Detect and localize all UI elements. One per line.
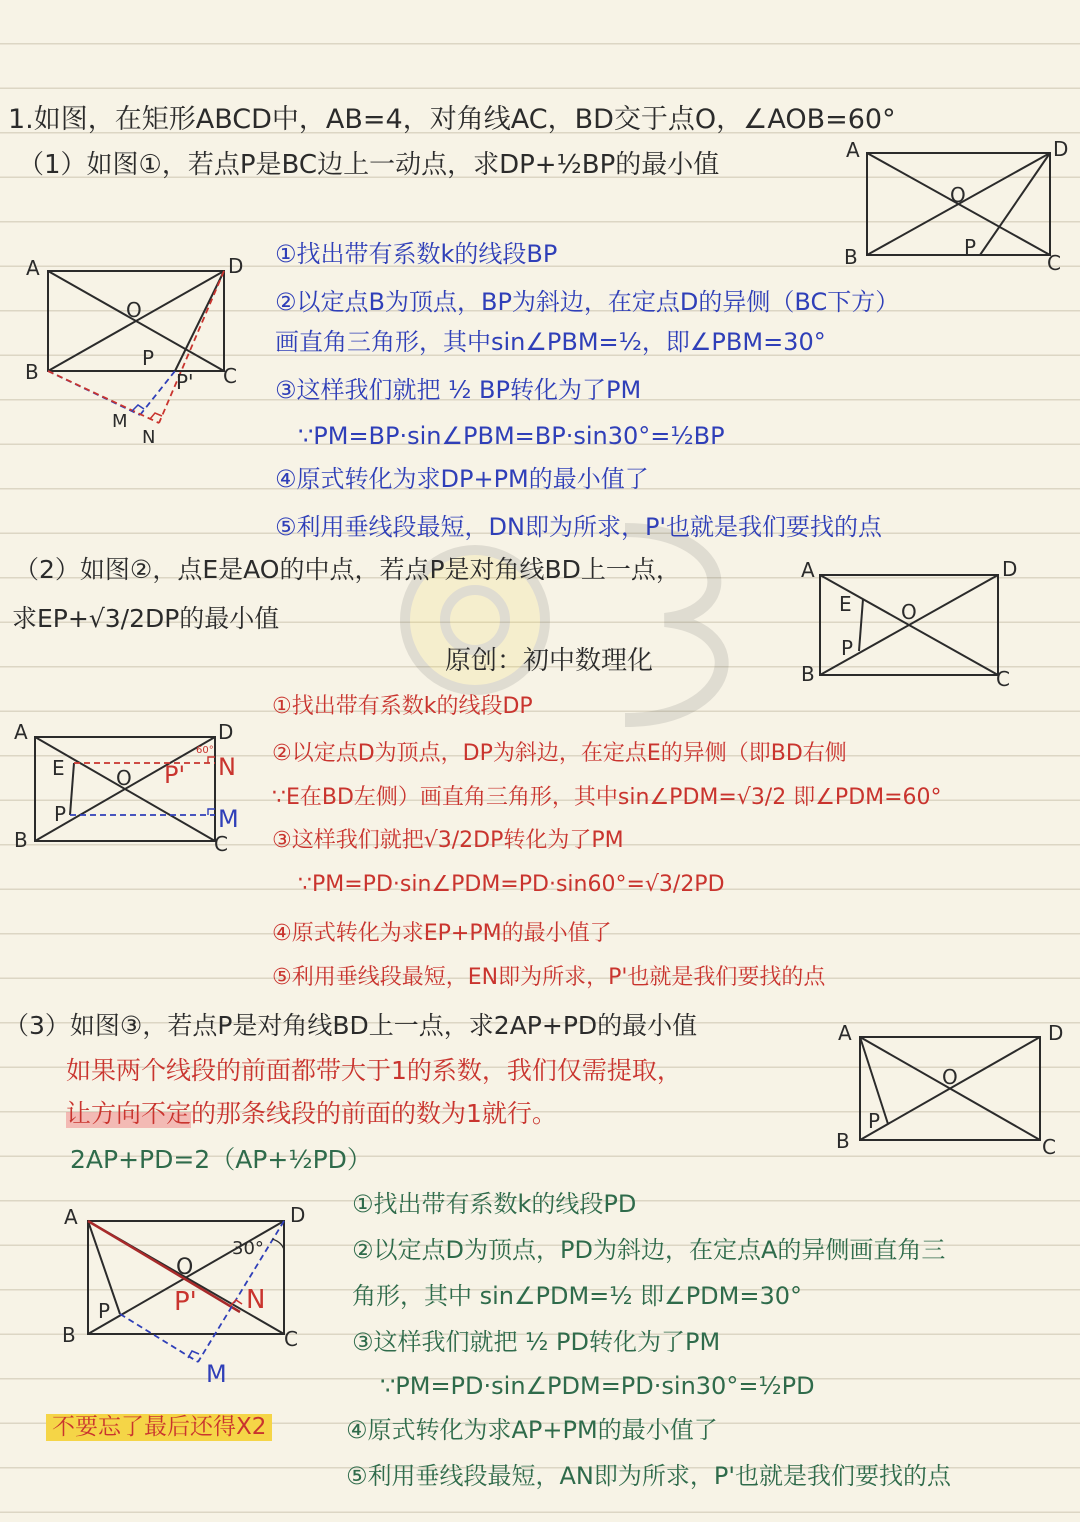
part3-note-line2 <box>66 1101 557 1126</box>
fig3s-label-O: O <box>176 1255 194 1280</box>
figure-2-solution <box>10 715 255 860</box>
original-credit: 原创：初中数理化 <box>445 646 654 676</box>
fig2-label-A: A <box>801 558 815 582</box>
part3-step-1: ①找出带有系数k的线段PD <box>352 1190 637 1218</box>
fig2s-label-O: O <box>116 766 132 790</box>
fig2s-label-N: N <box>218 753 236 781</box>
reminder-highlight: 不要忘了最后还得X2 <box>46 1414 272 1441</box>
fig2s-label-angle60: 60° <box>196 745 214 756</box>
part1-step-2: ②以定点B为顶点，BP为斜边，在定点D的异侧（BC下方） <box>275 288 900 316</box>
part3-step-3: ③这样我们就把 ½ PD转化为了PM <box>352 1328 721 1356</box>
part2-step-2: ②以定点D为顶点，DP为斜边，在定点E的异侧（即BD右侧 <box>272 741 847 766</box>
fig1-label-B: B <box>844 245 858 269</box>
fig1-label-A: A <box>846 138 860 162</box>
fig2-label-C: C <box>996 667 1010 691</box>
fig1s-label-D: D <box>228 254 244 278</box>
part3-note-rest: 的那条线段的前面的数为1就行。 <box>191 1099 557 1128</box>
part1-step-3: ③这样我们就把 ½ BP转化为了PM <box>275 376 642 404</box>
fig1-label-O: O <box>950 183 966 207</box>
part2-step-5: ⑤利用垂线段最短，EN即为所求，P'也就是我们要找的点 <box>272 965 826 990</box>
part3-equation: 2AP+PD=2（AP+½PD） <box>70 1145 372 1174</box>
fig1-label-P: P <box>964 235 977 259</box>
part2-question-line1: （2）如图②，点E是AO的中点，若点P是对角线BD上一点， <box>14 555 681 584</box>
fig3-label-D: D <box>1048 1021 1064 1045</box>
fig1s-label-B: B <box>25 360 39 384</box>
fig2-label-O: O <box>901 600 917 624</box>
figure-3-solution <box>60 1200 315 1390</box>
fig3s-label-D: D <box>290 1203 306 1227</box>
part3-step-5: ⑤利用垂线段最短，AN即为所求，P'也就是我们要找的点 <box>346 1462 951 1490</box>
problem-intro: 1.如图，在矩形ABCD中，AB=4，对角线AC，BD交于点O，∠AOB=60° <box>8 104 896 135</box>
fig3s-label-C: C <box>284 1327 298 1351</box>
fig2s-label-D: D <box>218 720 234 744</box>
fig3s-label-B: B <box>62 1323 76 1347</box>
part2-step-3b: ∵PM=PD·sin∠PDM=PD·sin60°=√3/2PD <box>298 872 725 897</box>
fig3s-label-A: A <box>64 1205 78 1229</box>
part1-step-1: ①找出带有系数k的线段BP <box>275 240 558 268</box>
part3-step-3b: ∵PM=PD·sin∠PDM=PD·sin30°=½PD <box>380 1372 815 1400</box>
fig1-label-D: D <box>1053 137 1069 161</box>
fig3-label-P: P <box>868 1109 881 1133</box>
fig1s-label-N: N <box>142 427 156 448</box>
part1-step-3b: ∵PM=BP·sin∠PBM=BP·sin30°=½BP <box>298 422 725 450</box>
fig1-label-C: C <box>1047 251 1061 275</box>
part3-step-4: ④原式转化为求AP+PM的最小值了 <box>346 1416 718 1444</box>
fig2s-label-A: A <box>14 720 28 744</box>
fig2s-label-P-prime: P' <box>164 761 186 789</box>
part2-step-4: ④原式转化为求EP+PM的最小值了 <box>272 921 612 946</box>
fig3s-label-M: M <box>206 1360 227 1388</box>
figure-2-rectangle <box>795 555 1025 690</box>
fig1s-label-P: P <box>142 346 155 370</box>
part2-step-1: ①找出带有系数k的线段DP <box>272 694 533 719</box>
part2-question-line2: 求EP+√3/2DP的最小值 <box>12 604 280 633</box>
fig1s-label-C: C <box>223 364 237 388</box>
fig3s-label-angle30: 30° <box>232 1238 264 1259</box>
part1-question: （1）如图①，若点P是BC边上一动点，求DP+½BP的最小值 <box>18 150 720 180</box>
fig2s-label-C: C <box>214 832 228 856</box>
fig3-label-C: C <box>1042 1135 1056 1159</box>
part2-step-3: ③这样我们就把√3/2DP转化为了PM <box>272 828 624 853</box>
fig1s-label-A: A <box>26 256 40 280</box>
figure-1-solution <box>20 255 260 450</box>
fig3s-label-N: N <box>246 1285 266 1315</box>
part3-note-highlight: 让方向不定 <box>66 1099 192 1128</box>
fig3-label-A: A <box>838 1021 852 1045</box>
figure-1-rectangle <box>840 137 1080 275</box>
fig3s-label-P: P <box>98 1299 111 1323</box>
fig2-label-D: D <box>1002 557 1018 581</box>
fig2s-label-E: E <box>52 756 65 780</box>
fig2s-label-M: M <box>218 805 239 833</box>
part3-step-2b: 角形，其中 sin∠PDM=½ 即∠PDM=30° <box>352 1282 803 1310</box>
part3-step-2: ②以定点D为顶点，PD为斜边，在定点A的异侧画直角三 <box>352 1236 946 1264</box>
part1-step-2b: 画直角三角形，其中sin∠PBM=½，即∠PBM=30° <box>275 328 826 356</box>
fig3s-label-P-prime: P' <box>174 1287 197 1317</box>
part2-step-2b: ∵E在BD左侧）画直角三角形，其中sin∠PDM=√3/2 即∠PDM=60° <box>272 785 942 810</box>
fig2s-label-P: P <box>54 802 67 826</box>
fig2-label-B: B <box>801 662 815 686</box>
fig2-label-E: E <box>839 592 852 616</box>
fig1s-label-O: O <box>126 298 142 322</box>
part1-step-5: ⑤利用垂线段最短，DN即为所求，P'也就是我们要找的点 <box>275 513 883 541</box>
part3-question: （3）如图③，若点P是对角线BD上一点，求2AP+PD的最小值 <box>4 1011 698 1040</box>
fig1s-label-P-prime: P' <box>176 370 194 394</box>
fig1s-label-M: M <box>112 411 128 432</box>
fig3-label-B: B <box>836 1129 850 1153</box>
fig2-label-P: P <box>841 636 854 660</box>
figure-3-rectangle <box>832 1020 1072 1160</box>
fig2s-label-B: B <box>14 828 28 852</box>
fig3-label-O: O <box>942 1065 958 1089</box>
part1-step-4: ④原式转化为求DP+PM的最小值了 <box>275 465 649 493</box>
part3-note-line1: 如果两个线段的前面都带大于1的系数，我们仅需提取， <box>66 1056 682 1085</box>
